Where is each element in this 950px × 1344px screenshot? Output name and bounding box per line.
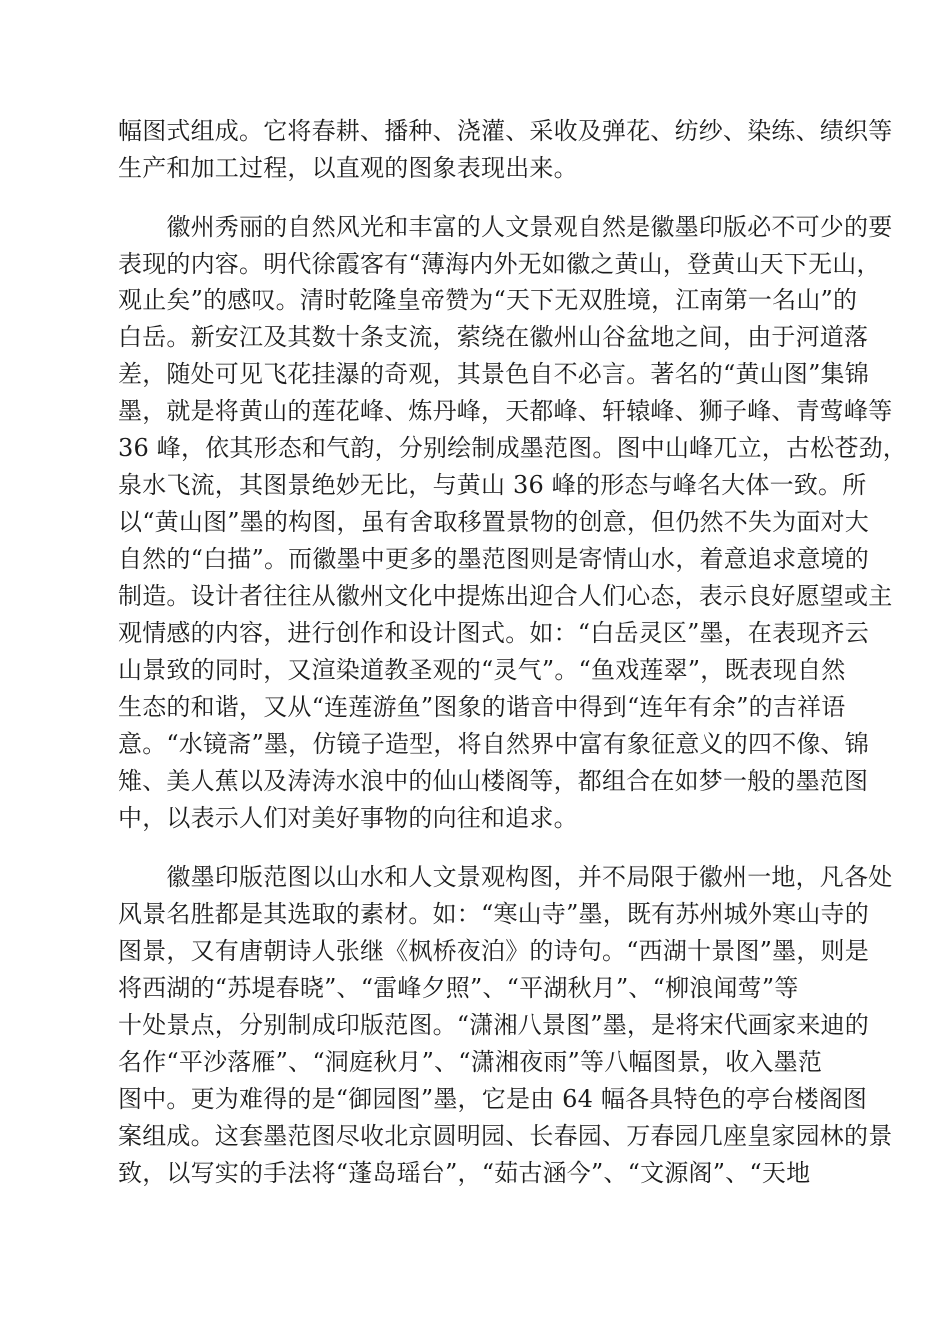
text-line: 36 峰，依其形态和气韵，分别绘制成墨范图。图中山峰兀立，古松苍劲， [118,434,907,462]
text-line: 徽墨印版范图以山水和人文景观构图，并不局限于徽州一地，凡各处 [118,863,893,891]
text-line: 名作“平沙落雁”、“洞庭秋月”、“潇湘夜雨”等八幅图景，收入墨范 [118,1048,823,1076]
text-line: 雉、美人蕉以及涛涛水浪中的仙山楼阁等，都组合在如梦一般的墨范图 [118,767,869,795]
text-line: 观情感的内容，进行创作和设计图式。如：“白岳灵区”墨，在表现齐云 [118,619,869,647]
text-line: 风景名胜都是其选取的素材。如：“寒山寺”墨，既有苏州城外寒山寺的 [118,900,869,928]
text-line: 观止矣”的感叹。清时乾隆皇帝赞为“天下无双胜境，江南第一名山”的 [118,286,858,314]
text-line: 图中。更为难得的是“御园图”墨，它是由 64 幅各具特色的亭台楼阁图 [118,1085,868,1113]
text-line: 幅图式组成。它将春耕、播种、浇灌、采收及弹花、纺纱、染练、绩织等 [118,117,893,145]
text-line: 致，以写实的手法将“蓬岛瑶台”，“茹古涵今”、“文源阁”、“天地 [118,1159,811,1187]
text-line: 将西湖的“苏堤春晓”、“雷峰夕照”、“平湖秋月”、“柳浪闻莺”等 [118,974,799,1002]
text-line: 中，以表示人们对美好事物的向往和追求。 [118,804,578,832]
text-line: 徽州秀丽的自然风光和丰富的人文景观自然是徽墨印版必不可少的要 [118,213,893,241]
text-line: 十处景点，分别制成印版范图。“潇湘八景图”墨，是将宋代画家来迪的 [118,1011,869,1039]
text-line: 生态的和谐，又从“连莲游鱼”图象的谐音中得到“连年有余”的吉祥语 [118,693,846,721]
text-line: 案组成。这套墨范图尽收北京圆明园、长春园、万春园几座皇家园林的景 [118,1122,893,1150]
text-line: 泉水飞流，其图景绝妙无比，与黄山 36 峰的形态与峰名大体一致。所 [118,471,867,499]
text-line: 图景，又有唐朝诗人张继《枫桥夜泊》的诗句。“西湖十景图”墨，则是 [118,937,869,965]
text-line: 以“黄山图”墨的构图，虽有舍取移置景物的创意，但仍然不失为面对大 [118,508,869,536]
text-line: 生产和加工过程，以直观的图象表现出来。 [118,154,578,182]
text-line: 墨，就是将黄山的莲花峰、炼丹峰，天都峰、轩辕峰、狮子峰、青莺峰等 [118,397,893,425]
text-line: 表现的内容。明代徐霞客有“薄海内外无如徽之黄山，登黄山天下无山， [118,250,881,278]
text-line: 意。“水镜斋”墨，仿镜子造型，将自然界中富有象征意义的四不像、锦 [118,730,869,758]
text-line: 白岳。新安江及其数十条支流，萦绕在徽州山谷盆地之间，由于河道落 [118,323,869,351]
text-line: 自然的“白描”。而徽墨中更多的墨范图则是寄情山水，着意追求意境的 [118,545,869,573]
text-line: 差，随处可见飞花挂瀑的奇观，其景色自不必言。著名的“黄山图”集锦 [118,360,869,388]
text-line: 山景致的同时，又渲染道教圣观的“灵气”。“鱼戏莲翠”，既表现自然 [118,656,846,684]
text-line: 制造。设计者往往从徽州文化中提炼出迎合人们心态，表示良好愿望或主 [118,582,893,610]
